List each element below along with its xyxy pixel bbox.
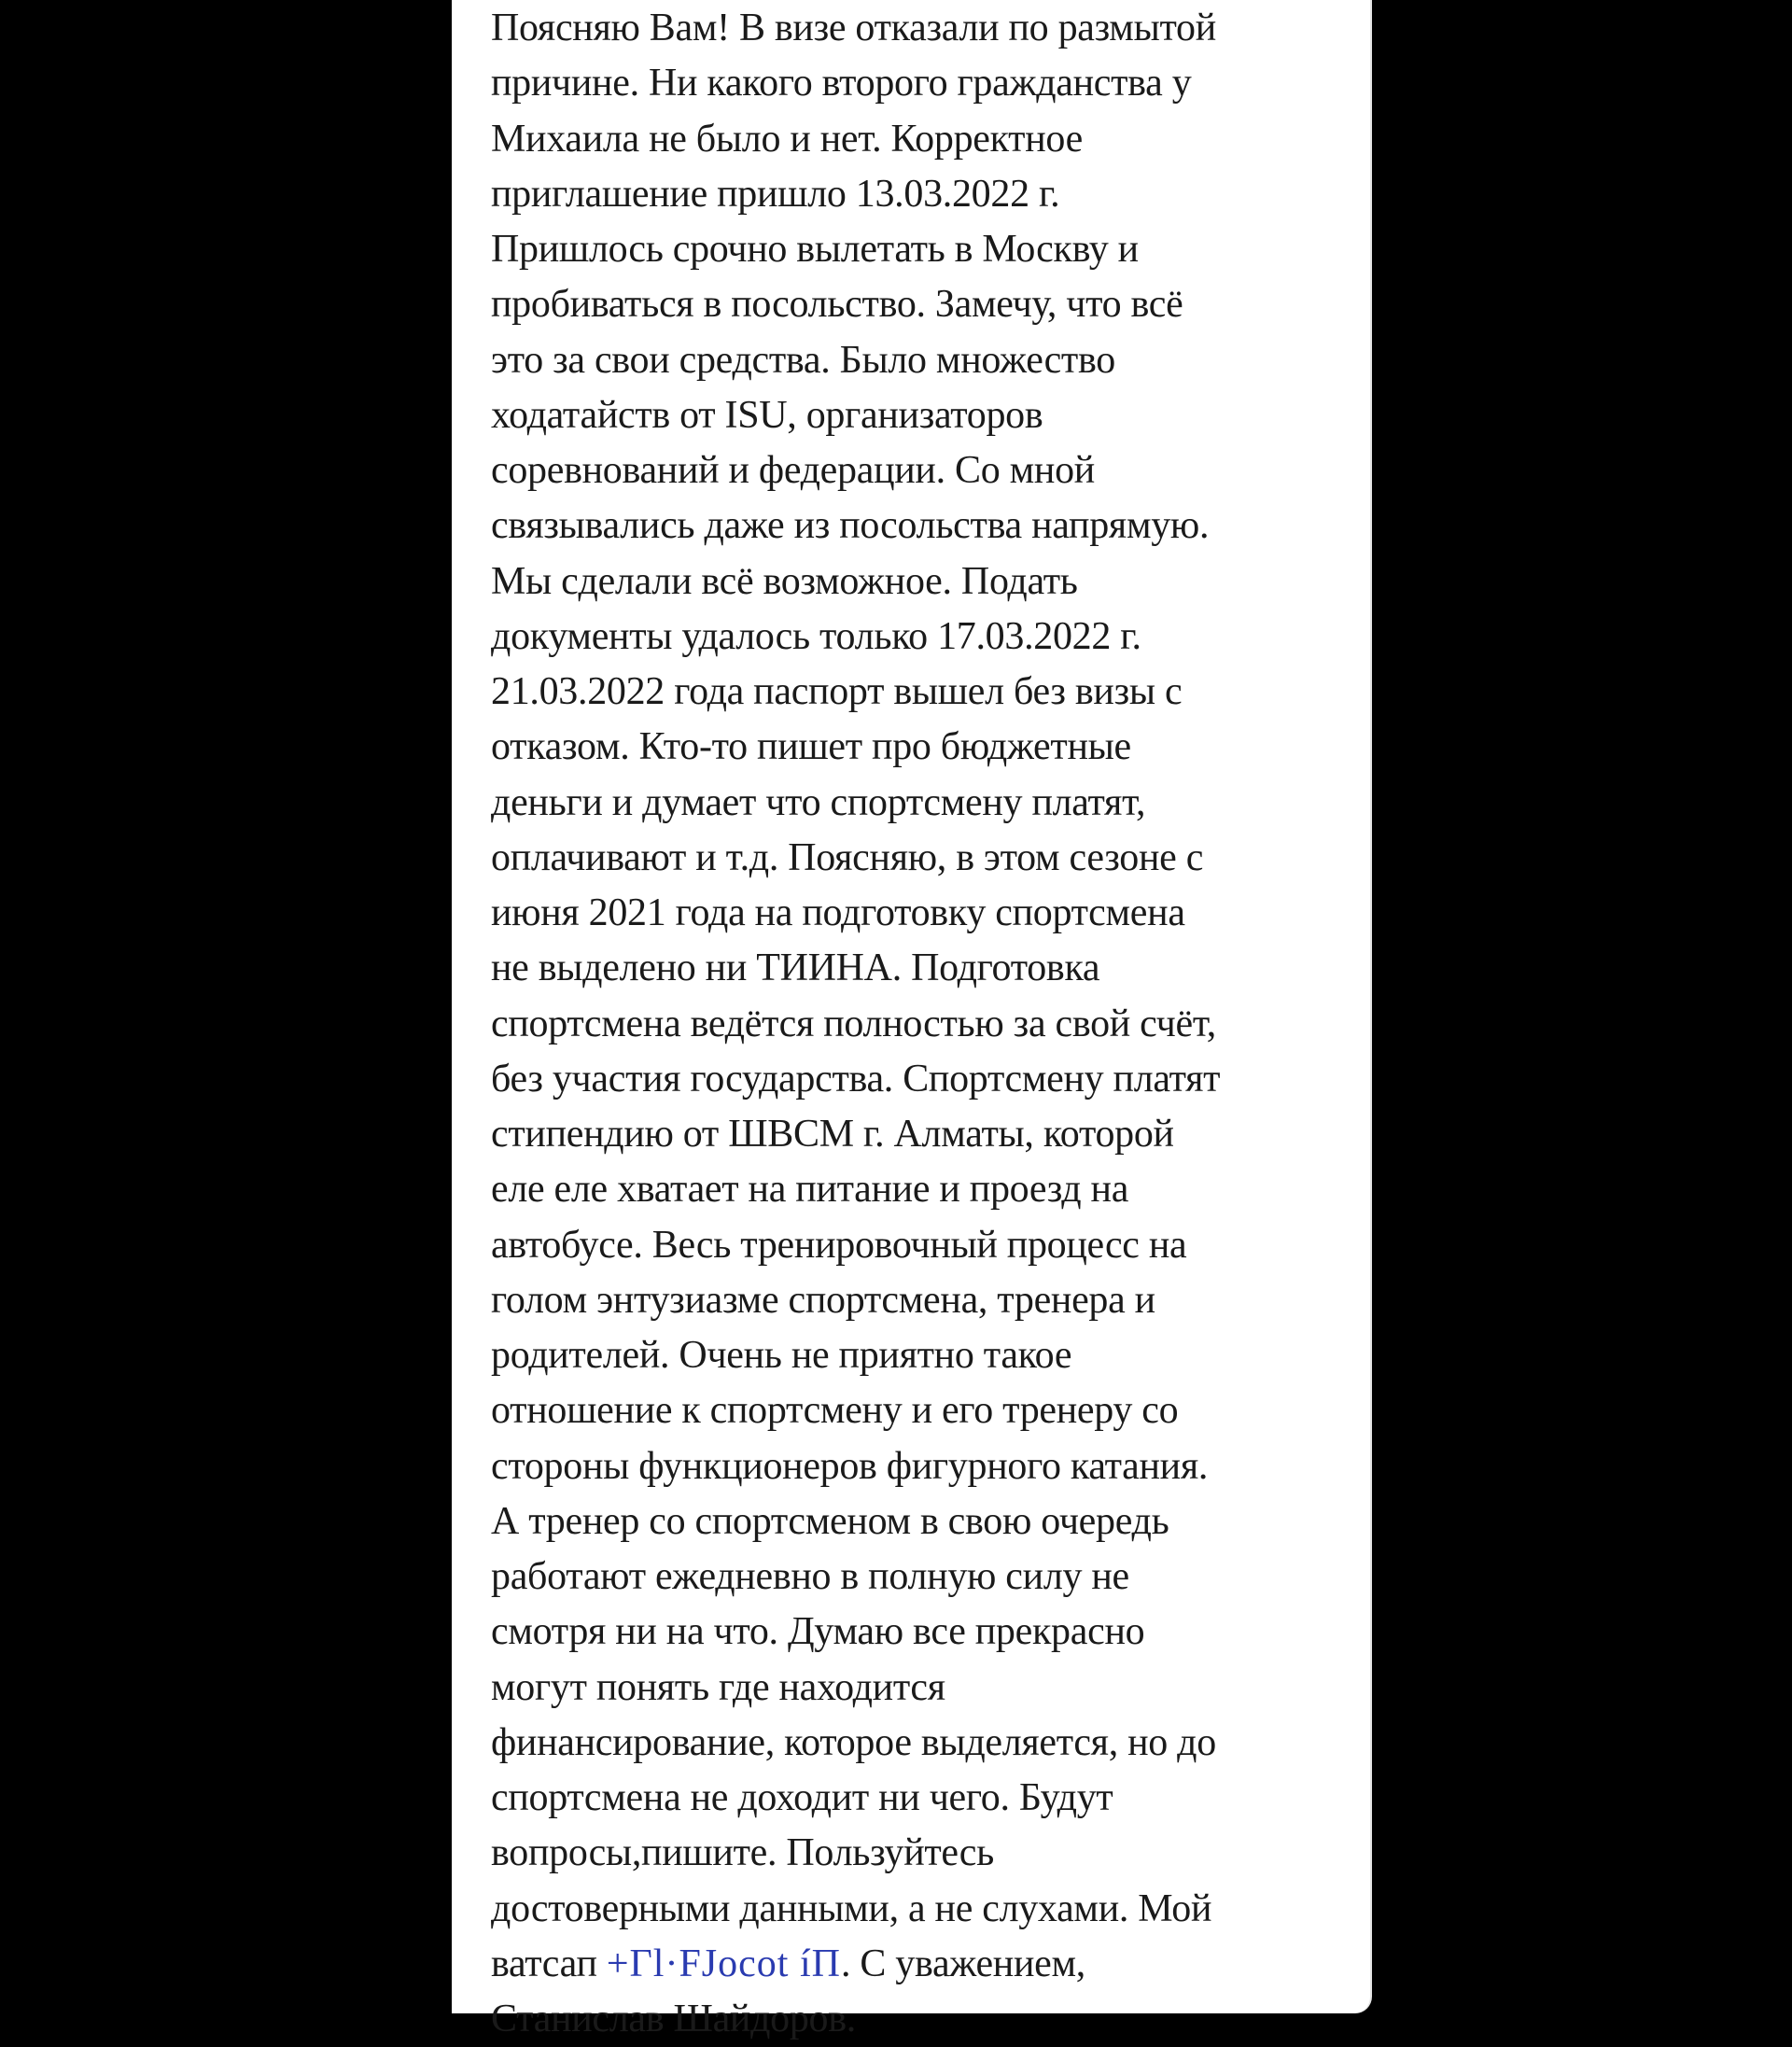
text-line: пробиваться в посольство. Замечу, что всё <box>491 283 1183 327</box>
text-line: вопросы,пишите. Пользуйтесь <box>491 1831 995 1875</box>
text-line: Пришлось срочно вылетать в Москву и <box>491 228 1139 271</box>
text-line <box>491 1937 1368 1992</box>
text-line: спортсмена не доходит ни чего. Будут <box>491 1776 1113 1819</box>
text-line: автобусе. Весь тренировочный процесс на <box>491 1223 1187 1267</box>
whatsapp-label: ватсап <box>491 1942 607 1985</box>
text-line: могут понять где находится <box>491 1665 945 1709</box>
text-line: приглашение пришло 13.03.2022 г. <box>491 172 1060 216</box>
text-line: достоверными данными, а не слухами. Мой <box>491 1886 1212 1930</box>
message-body <box>491 1 1368 2047</box>
text-line: отказом. Кто-то пишет про бюджетные <box>491 725 1131 769</box>
text-line: еле еле хватает на питание и проезд на <box>491 1168 1129 1212</box>
text-line: оплачивают и т.д. Поясняю, в этом сезоне с <box>491 835 1204 879</box>
text-line: деньги и думает что спортсмену платят, <box>491 780 1146 824</box>
text-line: ходатайств от ISU, организаторов <box>491 393 1043 437</box>
text-line: А тренер со спортсменом в свою очередь <box>491 1499 1169 1543</box>
text-line: родителей. Очень не приятно такое <box>491 1334 1072 1377</box>
phone-number-obscured[interactable]: +Гl·FJocot íΠ <box>606 1942 841 1985</box>
text-line: связывались даже из посольства напрямую. <box>491 504 1210 548</box>
text-line: Мы сделали всё возможное. Подать <box>491 559 1078 603</box>
signature: Станислав Шайдоров. <box>491 1998 856 2040</box>
text-line: финансирование, которое выделяется, но до <box>491 1720 1216 1764</box>
text-line: смотря ни на что. Думаю все прекрасно <box>491 1610 1145 1654</box>
text-line: спортсмена ведётся полностью за свой счёт, <box>491 1002 1216 1045</box>
text-line: отношение к спортсмену и его тренеру со <box>491 1389 1179 1433</box>
text-line: соревнований и федерации. Со мной <box>491 449 1095 492</box>
text-line: голом энтузиазме спортсмена, тренера и <box>491 1278 1155 1322</box>
text-line: не выделено ни ТИИНА. Подготовка <box>491 946 1100 990</box>
text-line: без участия государства. Спортсмену платят <box>491 1057 1221 1101</box>
text-line: стороны функционеров фигурного катания. <box>491 1444 1209 1488</box>
text-line: Поясняю Вам! В визе отказали по размытой <box>491 7 1216 49</box>
text-line: Михаила не было и нет. Корректное <box>491 117 1083 161</box>
text-line: стипендию от ШВСМ г. Алматы, которой <box>491 1113 1174 1156</box>
text-line: это за свои средства. Было множество <box>491 338 1115 382</box>
text-line: причине. Ни какого второго гражданства у <box>491 62 1192 105</box>
text-line: документы удалось только 17.03.2022 г. <box>491 614 1141 658</box>
text-line: июня 2021 года на подготовку спортсмена <box>491 891 1185 934</box>
text-line: 21.03.2022 года паспорт вышел без визы с <box>491 670 1183 713</box>
text-line: работают ежедневно в полную силу не <box>491 1555 1129 1598</box>
closing-text: . С уважением, <box>840 1942 1085 1985</box>
